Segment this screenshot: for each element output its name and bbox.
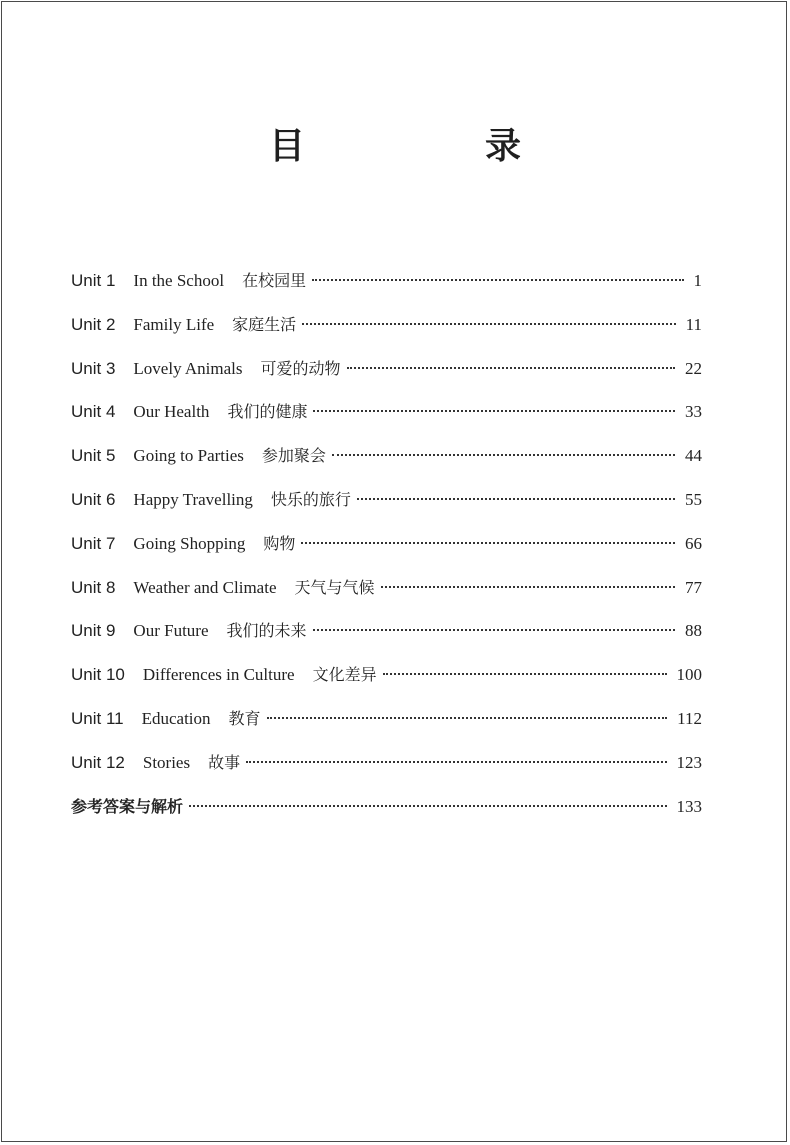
unit-title-zh: 天气与气候 [294, 577, 375, 597]
toc-entry-unit-8 [71, 575, 702, 619]
toc-entry-unit-4 [71, 399, 702, 443]
page-number: 44 [685, 446, 702, 466]
unit-title-zh: 快乐的旅行 [270, 489, 351, 509]
answers-title: 参考答案与解析 [71, 796, 184, 816]
toc-entry-unit-1 [71, 268, 702, 312]
unit-number: Unit 11 [71, 708, 124, 728]
unit-title-en: Our Health [133, 402, 210, 422]
unit-number: Unit 10 [71, 665, 125, 685]
page-number: 66 [685, 533, 702, 553]
unit-title-en: Lovely Animals [133, 358, 243, 378]
dot-leader [313, 629, 675, 631]
unit-title-zh: 家庭生活 [232, 314, 297, 334]
toc-entry-unit-9 [71, 618, 702, 662]
dot-leader [312, 279, 683, 281]
dot-leader [301, 542, 675, 544]
toc-entry-unit-3 [71, 356, 702, 400]
unit-title-zh: 在校园里 [242, 271, 307, 290]
unit-number: Unit 1 [71, 271, 116, 290]
unit-title-en: Going to Parties [133, 446, 244, 466]
dot-leader [302, 323, 675, 325]
document-page [1, 1, 787, 1142]
dot-leader [267, 717, 668, 719]
toc-entry-answers [71, 794, 702, 838]
toc-entry-unit-6 [71, 487, 702, 531]
unit-title-en: Family Life [133, 314, 215, 334]
unit-title-zh: 文化差异 [312, 665, 377, 685]
unit-number: Unit 12 [71, 752, 125, 772]
unit-title-en: Going Shopping [133, 533, 246, 553]
unit-title-zh: 参加聚会 [261, 446, 326, 466]
dot-leader [332, 454, 675, 456]
unit-title-zh: 故事 [208, 752, 241, 772]
unit-title-en: Weather and Climate [133, 577, 277, 597]
unit-title-zh: 可爱的动物 [260, 358, 341, 378]
page-number: 112 [677, 708, 702, 728]
unit-title-zh: 教育 [228, 708, 261, 728]
unit-title-en: In the School [133, 271, 225, 290]
unit-number: Unit 3 [71, 358, 116, 378]
page-number: 133 [676, 796, 702, 816]
page-number: 22 [685, 358, 702, 378]
dot-leader [246, 761, 666, 763]
page-number: 55 [685, 489, 702, 509]
unit-number: Unit 4 [71, 402, 116, 422]
page-number: 11 [685, 314, 702, 334]
unit-title-en: Differences in Culture [142, 665, 295, 685]
page-number: 88 [685, 621, 702, 641]
unit-title-en: Happy Travelling [133, 489, 253, 509]
unit-title-zh: 购物 [263, 533, 296, 553]
unit-number: Unit 7 [71, 533, 116, 553]
toc-entry-unit-12 [71, 750, 702, 794]
dot-leader [313, 410, 675, 412]
dot-leader [189, 805, 666, 807]
toc-entry-unit-11 [71, 706, 702, 750]
dot-leader [383, 673, 667, 675]
toc-entry-unit-5 [71, 443, 702, 487]
page-title: 目 录 [268, 126, 593, 167]
page-number: 123 [676, 752, 702, 772]
unit-title-en: Stories [142, 752, 191, 772]
unit-number: Unit 8 [71, 577, 116, 597]
unit-title-en: Education [141, 708, 211, 728]
unit-number: Unit 2 [71, 314, 116, 334]
page-number: 33 [685, 402, 702, 422]
table-of-contents [71, 268, 702, 837]
unit-number: Unit 5 [71, 446, 116, 466]
dot-leader [357, 498, 675, 500]
unit-title-en: Our Future [133, 621, 209, 641]
page-number: 100 [676, 665, 702, 685]
unit-number: Unit 6 [71, 489, 116, 509]
unit-title-zh: 我们的未来 [226, 621, 307, 641]
unit-title-zh: 我们的健康 [227, 402, 308, 422]
dot-leader [381, 586, 675, 588]
dot-leader [347, 367, 675, 369]
page-number: 1 [693, 271, 702, 290]
unit-number: Unit 9 [71, 621, 116, 641]
page-number: 77 [685, 577, 702, 597]
toc-entry-unit-10 [71, 662, 702, 706]
toc-entry-unit-2 [71, 312, 702, 356]
toc-entry-unit-7 [71, 531, 702, 575]
